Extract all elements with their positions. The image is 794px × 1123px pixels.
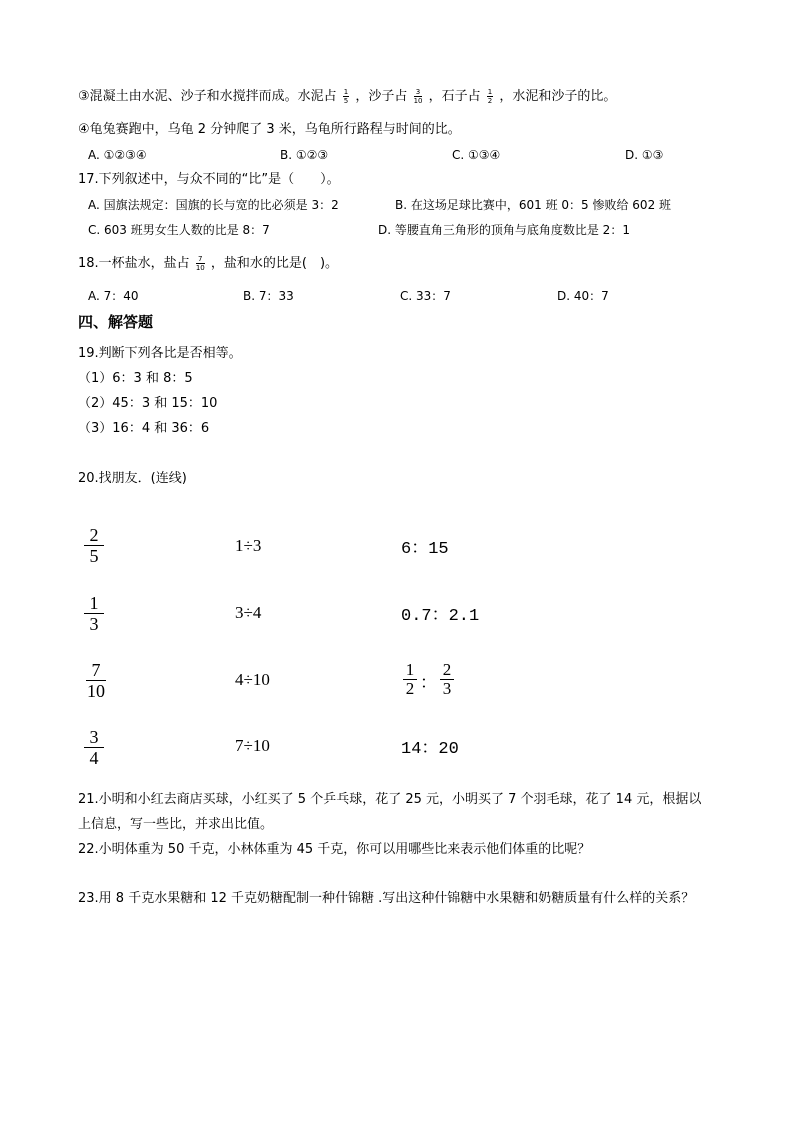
q16-option-b: B. ①②③ — [280, 148, 329, 162]
q17-option-b: B. 在这场足球比赛中，601 班 0：5 惨败给 602 班 — [395, 198, 672, 212]
ratio-colon: ： — [420, 673, 437, 692]
q19-stem: 19.判断下列各比是否相等。 — [78, 346, 242, 361]
q16-option-a: A. ①②③④ — [88, 148, 147, 162]
q17-stem: 17.下列叙述中，与众不同的“比”是（ ）。 — [78, 172, 340, 187]
fraction-item: $\frac{1}{2}$ — [403, 661, 417, 698]
q18-option-a: A. 7：40 — [88, 289, 139, 303]
fraction: $\frac{1}{5}$ — [343, 88, 349, 105]
q16-option-c: C. ①③④ — [452, 148, 501, 162]
q16-item3: ③混凝土由水泥、沙子和水搅拌而成。水泥占 $\frac{1}{5}$ ，沙子占 $\frac{3}{10}$ ，石子占 $\frac{1}{2}$ ，水泥和沙子的比。 — [78, 88, 617, 105]
q19-item-2: （2）45：3 和 15：10 — [78, 396, 218, 411]
division-item: 1÷3 — [235, 536, 262, 555]
ratio-item: 6：15 — [401, 540, 449, 559]
fraction-item: $\frac{7}{10}$ — [87, 660, 105, 701]
q18-option-d: D. 40：7 — [557, 289, 609, 303]
q18-option-c: C. 33：7 — [400, 289, 451, 303]
fraction: $\frac{3}{10}$ — [413, 88, 423, 105]
q17-option-c: C. 603 班男女生人数的比是 8：7 — [88, 223, 270, 237]
fraction-item: $\frac{3}{4}$ — [84, 727, 104, 768]
fraction-item: $\frac{1}{3}$ — [84, 593, 104, 634]
section-title: 四、解答题 — [78, 313, 154, 331]
division-item: 4÷10 — [235, 670, 270, 689]
q19-item-3: （3）16：4 和 36：6 — [78, 421, 210, 436]
q17-option-a: A. 国旗法规定：国旗的长与宽的比必须是 3：2 — [88, 198, 339, 212]
fraction-item: $\frac{2}{5}$ — [84, 525, 104, 566]
q22-stem: 22.小明体重为 50 千克，小林体重为 45 千克，你可以用哪些比来表示他们体重的比呢？ — [78, 842, 591, 857]
division-item: 7÷10 — [235, 736, 270, 755]
q20-stem: 20.找朋友．(连线) — [78, 471, 187, 486]
ratio-item: 0.7：2.1 — [401, 607, 480, 626]
q23-stem: 23.用 8 千克水果糖和 12 千克奶糖配制一种什锦糖 .写出这种什锦糖中水果糖和奶糖质量有什么样的关系？ — [78, 891, 695, 906]
division-item: 3÷4 — [235, 603, 262, 622]
q19-item-1: （1）6：3 和 8：5 — [78, 371, 193, 386]
q18-stem: 18.一杯盐水，盐占 $\frac{7}{10}$ ，盐和水的比是( )。 — [78, 255, 339, 272]
q16-option-d: D. ①③ — [625, 148, 664, 162]
fraction-item: $\frac{2}{3}$ — [440, 661, 454, 698]
q21-line-1: 21.小明和小红去商店买球，小红买了 5 个乒乓球，花了 25 元，小明买了 7 个羽毛球，花了 14 元，根据以 — [78, 792, 702, 807]
q21-line-2: 上信息，写一些比，并求出比值。 — [78, 817, 274, 832]
q16-item4: ④龟兔赛跑中，乌龟 2 分钟爬了 3 米，乌龟所行路程与时间的比。 — [78, 122, 461, 137]
q17-option-d: D. 等腰直角三角形的顶角与底角度数比是 2：1 — [378, 223, 630, 237]
fraction: $\frac{1}{2}$ — [487, 88, 493, 105]
fraction: $\frac{7}{10}$ — [195, 255, 205, 272]
ratio-item: 14：20 — [401, 740, 459, 759]
q18-option-b: B. 7：33 — [243, 289, 294, 303]
